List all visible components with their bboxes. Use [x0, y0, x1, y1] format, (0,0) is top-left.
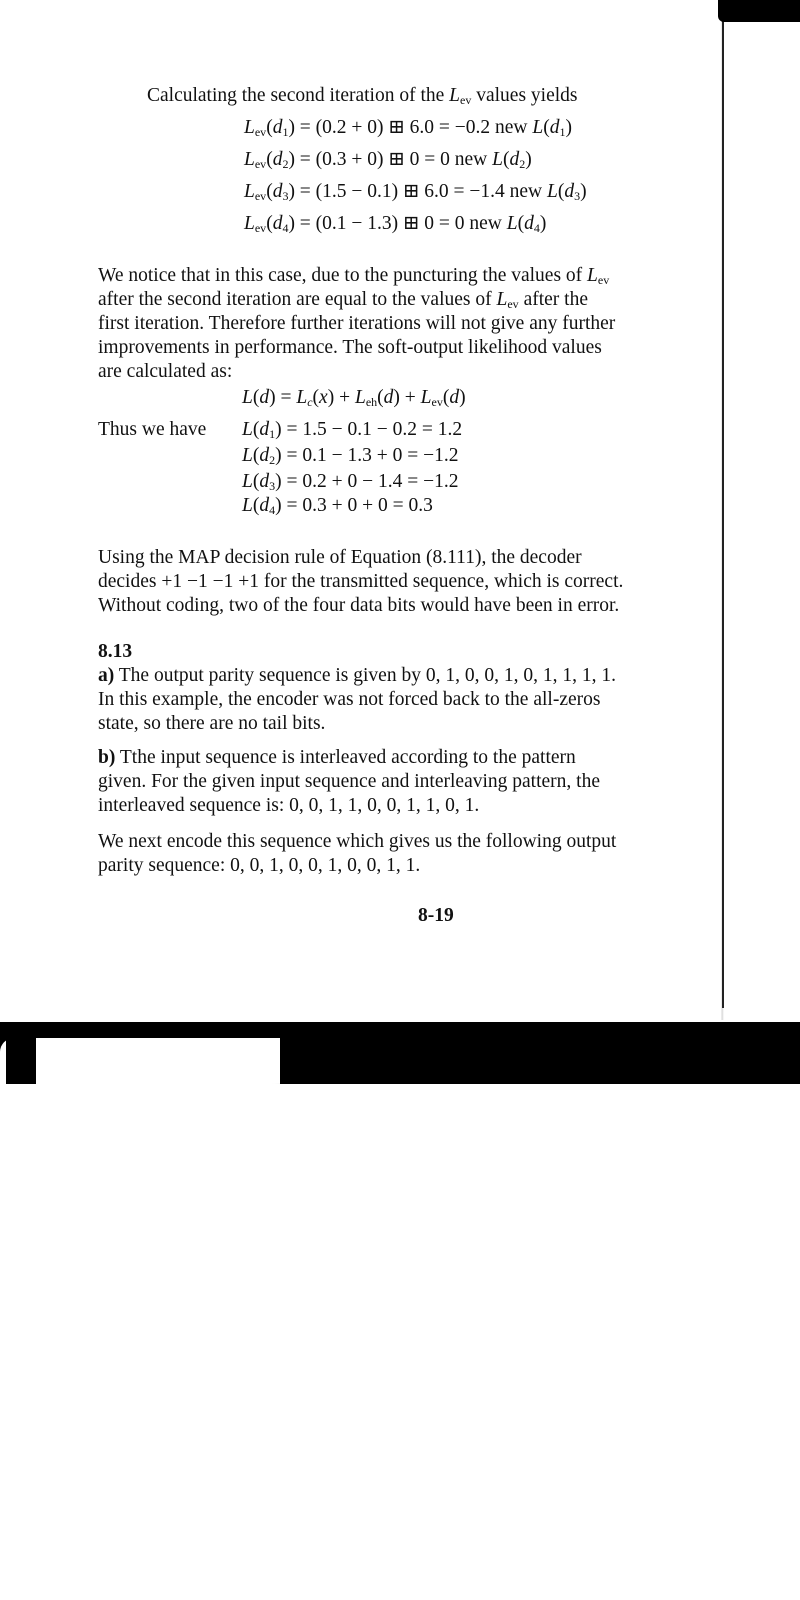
thus-eq-d: d	[259, 445, 270, 466]
iter-eq-mid: ) = (0.1 − 1.3) ⊞ 0 = 0 new	[288, 213, 507, 234]
part-b-line-1	[98, 746, 576, 770]
iter-eq-close: )	[539, 213, 547, 234]
notice-line-5: are calculated as:	[98, 361, 233, 382]
iter-eq-mid: ) = (0.3 + 0) ⊞ 0 = 0 new	[288, 149, 493, 170]
iter-eq-open: (	[266, 149, 273, 170]
thus-eq-dsub: 1	[269, 427, 276, 441]
iter-eq-3	[244, 180, 587, 204]
thus-eq-open: (	[252, 471, 260, 492]
part-a-line-3: state, so there are no tail bits.	[98, 713, 326, 734]
scan-right-edge-line	[722, 8, 724, 1008]
notice-text: after the second iteration are equal to the values of	[98, 289, 497, 310]
formula-part: L	[420, 387, 432, 408]
part-b-text: Tthe input sequence is interleaved according to the pattern	[115, 747, 576, 768]
iter-eq-sub: ev	[254, 157, 267, 171]
iter-eq-mid: ) = (0.2 + 0) ⊞ 6.0 = −0.2 new	[288, 117, 533, 138]
scan-bottom-band-left	[6, 1022, 36, 1084]
formula-part: d	[259, 387, 270, 408]
iter-eq-1	[244, 116, 572, 140]
thus-eq-open: (	[252, 445, 260, 466]
part-b-label: b)	[98, 747, 116, 768]
formula-part: ) +	[393, 387, 421, 408]
iter-eq-d: d	[272, 181, 283, 202]
iter-eq-mid: ) = (1.5 − 0.1) ⊞ 6.0 = −1.4 new	[288, 181, 547, 202]
iter-eq-new-open: (	[557, 181, 565, 202]
thus-eq-1	[242, 418, 462, 442]
thus-eq-dsub: 2	[269, 453, 276, 467]
iter-eq-new-dsub: 4	[533, 221, 540, 235]
thus-eq-3	[242, 470, 458, 494]
thus-eq-dsub: 3	[269, 479, 276, 493]
iter-eq-new-L: L	[506, 213, 518, 234]
iter-eq-d: d	[272, 213, 283, 234]
map-line-2: decides +1 −1 −1 +1 for the transmitted sequence, which is correct.	[98, 571, 624, 592]
formula-part: ) +	[327, 387, 355, 408]
formula-part: L	[354, 387, 366, 408]
notice-line-2	[98, 288, 588, 312]
notice-L: L	[496, 289, 508, 310]
intro-pre: Calculating the second iteration of the	[147, 85, 450, 106]
formula-part: L	[296, 387, 308, 408]
part-b-line-3: interleaved sequence is: 0, 0, 1, 1, 0, 0, 1, 1, 0, 1.	[98, 795, 480, 816]
iter-eq-new-d: d	[509, 149, 520, 170]
iter-eq-new-L: L	[532, 117, 544, 138]
part-c-line-2: parity sequence: 0, 0, 1, 0, 0, 1, 0, 0, 1, 1.	[98, 855, 421, 876]
scan-top-right-corner	[718, 0, 800, 22]
intro-line	[147, 84, 578, 108]
notice-line-3: first iteration. Therefore further iterations will not give any further	[98, 313, 616, 334]
iter-eq-new-open: (	[543, 117, 550, 138]
thus-eq-dsub: 4	[269, 503, 276, 517]
formula-part: (	[377, 387, 384, 408]
notice-line-4: improvements in performance. The soft-output likelihood values	[98, 337, 602, 358]
formula-part: (	[442, 387, 450, 408]
thus-eq-L: L	[242, 419, 253, 440]
iter-eq-new-dsub: 1	[559, 125, 566, 139]
iter-eq-new-open: (	[502, 149, 510, 170]
iter-eq-4	[244, 212, 546, 236]
thus-eq-rest: ) = 0.1 − 1.3 + 0 = −1.2	[275, 445, 459, 466]
thus-eq-rest: ) = 0.2 + 0 − 1.4 = −1.2	[275, 471, 459, 492]
soft-output-formula	[242, 386, 466, 410]
part-a-line-2: In this example, the encoder was not forced back to the all-zeros	[98, 689, 601, 710]
iter-eq-new-d: d	[564, 181, 575, 202]
notice-sub: ev	[507, 297, 519, 311]
iter-eq-new-L: L	[492, 149, 503, 170]
iter-eq-dsub: 4	[282, 221, 289, 235]
iter-eq-new-dsub: 2	[519, 157, 526, 171]
iter-eq-dsub: 2	[282, 157, 289, 171]
part-b-line-2: given. For the given input sequence and interleaving pattern, the	[98, 771, 600, 792]
thus-eq-L: L	[242, 495, 253, 516]
formula-part: x	[319, 387, 328, 408]
scan-bottom-band-cutout	[0, 1038, 280, 1084]
iter-eq-open: (	[266, 117, 273, 138]
iter-eq-open: (	[266, 213, 273, 234]
iter-eq-d: d	[272, 149, 283, 170]
formula-part: d	[383, 387, 394, 408]
formula-part: )	[459, 387, 466, 408]
part-a-label: a)	[98, 665, 115, 686]
formula-part: L	[242, 387, 253, 408]
intro-L: L	[449, 85, 461, 106]
intro-sub: ev	[460, 93, 472, 107]
iter-eq-close: )	[580, 181, 587, 202]
iter-eq-new-d: d	[524, 213, 534, 234]
notice-sub: ev	[597, 273, 610, 287]
intro-post: values yields	[471, 85, 578, 106]
thus-eq-open: (	[252, 495, 260, 516]
formula-part: eh	[365, 395, 378, 409]
thus-eq-d: d	[259, 495, 270, 516]
formula-part: ev	[431, 395, 443, 409]
iter-eq-2	[244, 148, 532, 172]
formula-part: (	[312, 387, 320, 408]
formula-part: c	[307, 395, 313, 409]
notice-L: L	[587, 265, 598, 286]
iter-eq-d: d	[272, 117, 283, 138]
notice-text: We notice that in this case, due to the puncturing the values of	[98, 265, 588, 286]
scan-right-edge	[718, 0, 800, 1020]
iter-eq-sub: ev	[254, 189, 267, 203]
thus-eq-4	[242, 494, 433, 518]
formula-part: ) =	[269, 387, 297, 408]
part-c-line-1: We next encode this sequence which gives us the following output	[98, 831, 617, 852]
iter-eq-L: L	[244, 181, 255, 202]
thus-eq-2	[242, 444, 458, 468]
iter-eq-close: )	[565, 117, 572, 138]
map-line-1: Using the MAP decision rule of Equation (8.111), the decoder	[98, 547, 582, 568]
iter-eq-sub: ev	[254, 221, 267, 235]
thus-eq-L: L	[242, 471, 253, 492]
part-a-line-1	[98, 664, 616, 688]
iter-eq-new-d: d	[549, 117, 560, 138]
thus-eq-open: (	[252, 419, 260, 440]
formula-part: (	[252, 387, 260, 408]
thus-eq-d: d	[259, 419, 270, 440]
iter-eq-open: (	[266, 181, 273, 202]
iter-eq-L: L	[244, 149, 255, 170]
iter-eq-new-dsub: 3	[574, 189, 581, 203]
thus-eq-d: d	[259, 471, 270, 492]
thus-eq-rest: ) = 0.3 + 0 + 0 = 0.3	[275, 495, 433, 516]
notice-line-1	[98, 264, 609, 288]
iter-eq-L: L	[244, 213, 255, 234]
blank-area	[0, 1084, 800, 1600]
thus-eq-rest: ) = 1.5 − 0.1 − 0.2 = 1.2	[275, 419, 463, 440]
iter-eq-new-L: L	[546, 181, 558, 202]
iter-eq-L: L	[244, 117, 255, 138]
formula-part: d	[449, 387, 460, 408]
page-number: 8-19	[418, 905, 454, 926]
thus-eq-L: L	[242, 445, 253, 466]
notice-text: after the	[518, 289, 588, 310]
iter-eq-dsub: 3	[282, 189, 289, 203]
iter-eq-close: )	[525, 149, 532, 170]
section-heading: 8.13	[98, 641, 133, 662]
thus-label: Thus we have	[98, 419, 207, 440]
part-a-text: The output parity sequence is given by 0, 1, 0, 0, 1, 0, 1, 1, 1, 1.	[114, 665, 616, 686]
iter-eq-new-open: (	[517, 213, 525, 234]
iter-eq-dsub: 1	[282, 125, 289, 139]
map-line-3: Without coding, two of the four data bits would have been in error.	[98, 595, 620, 616]
iter-eq-sub: ev	[254, 125, 267, 139]
